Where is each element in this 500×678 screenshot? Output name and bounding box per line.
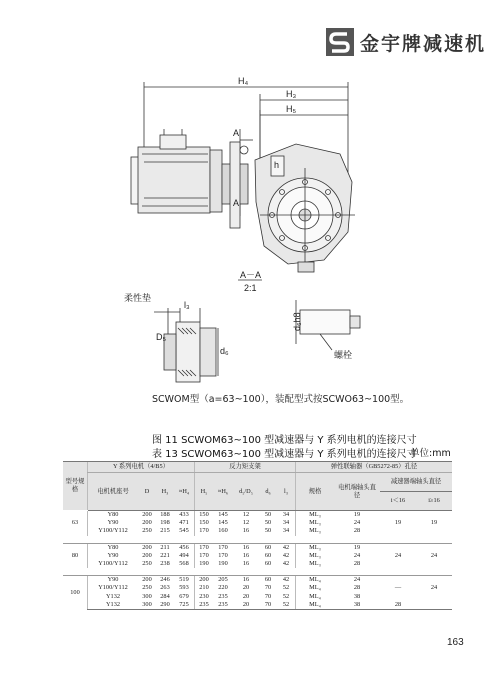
table-cell: 20 [242,584,250,592]
table-cell: 24 [353,551,361,559]
table-cell: 42 [277,576,296,585]
section-a-bottom-label: A [233,198,240,208]
dim-h3-label: H₃ [286,89,297,99]
table-cell: 235 [218,592,228,600]
table-cell: 52 [282,592,290,600]
table-spacer-row [63,536,452,544]
section-scale-label: 2:1 [244,283,257,293]
table-cell: 198 [160,519,170,527]
table-cell: 200 [195,576,214,585]
table-cell: Y132 [88,601,139,610]
table-cell: 200 [138,511,156,520]
table-row [63,601,452,610]
table-cell: 150 [195,511,214,520]
table-cell: 238 [160,560,170,568]
table-cell: Y100/Y112 [88,560,139,568]
table-cell: 568 [179,560,189,568]
table-cell: — [380,576,416,601]
table-cell: 220 [218,584,228,592]
table-cell: 215 [160,527,170,535]
table-cell: 519 [174,576,195,585]
table-cell: 170 [195,543,214,552]
col-d: D [138,473,156,511]
table-cell: 24 [416,576,452,601]
table-cell: 24 [353,519,361,527]
table-cell: ML₃ [296,527,335,535]
table-cell: 200 [142,551,152,559]
shaft-tolerance-label: d₆h8 [292,312,302,331]
table-cell: Y80 [88,543,139,552]
table-cell: 20 [242,592,250,600]
table-cell: ML₄ [296,584,335,592]
col-group-torque-arm: 反力矩支架 [195,462,296,473]
table-cell: 200 [142,519,152,527]
table-cell: 170 [218,551,228,559]
table-cell: 725 [174,601,195,610]
table-cell: 284 [160,592,170,600]
page-number: 163 [447,637,464,648]
col-reducer-shaft: 减速器端轴头直径 [380,473,452,492]
col-frame: 电机机座号 [88,473,139,511]
company-logo-s-icon [326,28,354,56]
table-cell: 24 [416,543,452,568]
table-cell: 250 [142,527,152,535]
table-cell: 28 [353,584,361,592]
table-cell: ML₄ [296,601,335,610]
table-cell: 679 [179,592,189,600]
bolt-label: 螺栓 [334,350,353,360]
table-cell: 250 [142,584,152,592]
table-cell: 24 [380,543,416,568]
col-group-motor: Y 系列电机（4/B5） [88,462,195,473]
section-a-top-label: A [233,128,240,138]
table-cell: 16 [242,560,250,568]
table-cell: 19 [380,511,416,536]
model-cell: 63 [63,511,88,536]
table-cell: 170 [195,552,214,560]
table-cell: ML₄ [296,593,335,601]
table-cell: 34 [277,511,296,520]
table-row [63,576,452,585]
table-cell: 145 [218,519,228,527]
table-caption: 表 13 SCWOM63~100 型减速器与 Y 系列电机的连接尺寸 [152,449,417,460]
table-cell: 433 [174,511,195,520]
table-cell: 50 [264,527,272,535]
table-cell: ML₃ [296,552,335,560]
col-group-coupling: 弹性联轴器（GB5272-85）孔径 [296,462,453,473]
table-cell: 19 [416,511,452,536]
unit-label: 单位:mm [410,448,451,459]
table-cell: 235 [195,601,214,610]
brand-header [326,28,486,56]
table-cell: 60 [259,543,277,552]
table-cell: 221 [160,551,170,559]
table-cell: ML₃ [296,560,335,568]
col-spec: 规格 [296,473,335,511]
table-cell: ML₃ [296,543,335,552]
table-cell: 246 [156,576,174,585]
table-cell: ML₃ [296,519,335,527]
table-cell: 60 [264,560,272,568]
soft-pad-label: 柔性垫 [124,293,152,303]
table-row [63,511,452,520]
table-cell: 170 [195,527,214,535]
table-cell: 70 [259,601,277,610]
section-aa-label: A－A [240,270,262,280]
col-d5: d₅/D₅ [233,473,259,511]
table-cell: Y80 [88,511,139,520]
col-h4: ≈H₄ [174,473,195,511]
dim-h4-label: H₄ [238,76,249,86]
model-cell: 80 [63,543,88,568]
table-cell: 19 [334,511,380,520]
table-cell: 42 [277,543,296,552]
table-cell: 28 [380,601,416,610]
model-cell: 100 [63,576,88,610]
col-d6: d₆ [259,473,277,511]
table-cell: 16 [242,551,250,559]
table-cell: 190 [195,560,214,568]
table-cell: Y100/Y112 [88,584,139,592]
table-cell: 70 [264,592,272,600]
table-cell: 50 [264,519,272,527]
dim-d5-label: D₅ [156,332,167,342]
dim-h-label: h [274,160,280,170]
table-cell: 50 [259,511,277,520]
col-motor-shaft: 电机端轴头直径 [334,473,380,511]
col-l3: l₃ [277,473,296,511]
table-cell: 19 [334,543,380,552]
table-cell: 545 [179,527,189,535]
table-cell: 70 [264,584,272,592]
table-cell: Y90 [88,552,139,560]
col-h3: H₃ [156,473,174,511]
table-cell: 12 [233,511,259,520]
table-cell: 145 [213,511,233,520]
table-cell: 150 [195,519,214,527]
col-model: 型号规格 [63,462,88,511]
table-spacer-row [63,568,452,576]
table-cell: 20 [233,601,259,610]
table-cell: Y100/Y112 [88,527,139,535]
table-cell: 42 [282,560,290,568]
table-cell [416,601,452,610]
col-h5: H₅ [195,473,214,511]
table-cell: 200 [138,576,156,585]
table-cell: 290 [156,601,174,610]
table-cell: 42 [282,551,290,559]
table-cell: 34 [282,519,290,527]
table-cell: 38 [334,601,380,610]
table-cell: 230 [195,593,214,601]
dim-d6-label: d₆ [220,346,229,356]
table-cell: 24 [334,576,380,585]
col-i-ge-16: i≥16 [416,492,452,511]
table-cell: 200 [138,543,156,552]
table-cell: 52 [282,584,290,592]
table-cell: 205 [213,576,233,585]
table-cell: 300 [142,592,152,600]
table-cell: 593 [179,584,189,592]
table-cell: Y90 [88,519,139,527]
table-cell: 38 [353,592,361,600]
col-i-lt-16: i＜16 [380,492,416,511]
table-cell: 28 [353,527,361,535]
table-cell: Y90 [88,576,139,585]
table-cell: 34 [282,527,290,535]
table-cell: 28 [353,560,361,568]
table-cell: ML₃ [296,511,335,520]
table-cell: 300 [138,601,156,610]
table-row [63,543,452,552]
table-cell: 170 [213,543,233,552]
assembly-note: SCWOM型（a=63~100），装配型式按SCWO63~100型。 [152,394,410,405]
table-cell: Y132 [88,593,139,601]
connection-dimensions-table [63,461,452,610]
table-cell: 12 [242,519,250,527]
table-cell: 16 [233,576,259,585]
figure-caption: 图 11 SCWOM63~100 型减速器与 Y 系列电机的连接尺寸 [152,435,417,446]
technical-drawing [120,72,380,402]
table-cell: 211 [156,543,174,552]
table-cell: 235 [213,601,233,610]
table-cell: ML₄ [296,576,335,585]
table-cell: 188 [156,511,174,520]
dim-h5-label: H₅ [286,104,297,114]
table-cell: 494 [179,551,189,559]
table-cell: 60 [264,551,272,559]
dim-l3-label: l₃ [184,300,190,310]
table-cell: 263 [160,584,170,592]
table-cell: 16 [233,543,259,552]
table-cell: 210 [195,584,214,592]
table-cell: 471 [179,519,189,527]
table-cell: 250 [142,560,152,568]
table-cell: 160 [218,527,228,535]
table-cell: 60 [259,576,277,585]
col-h6: ≈H₆ [213,473,233,511]
brand-name: 金宇牌减速机 [359,32,486,55]
table-cell: 52 [277,601,296,610]
table-cell: 456 [174,543,195,552]
table-cell: 16 [242,527,250,535]
table-cell: 190 [218,560,228,568]
